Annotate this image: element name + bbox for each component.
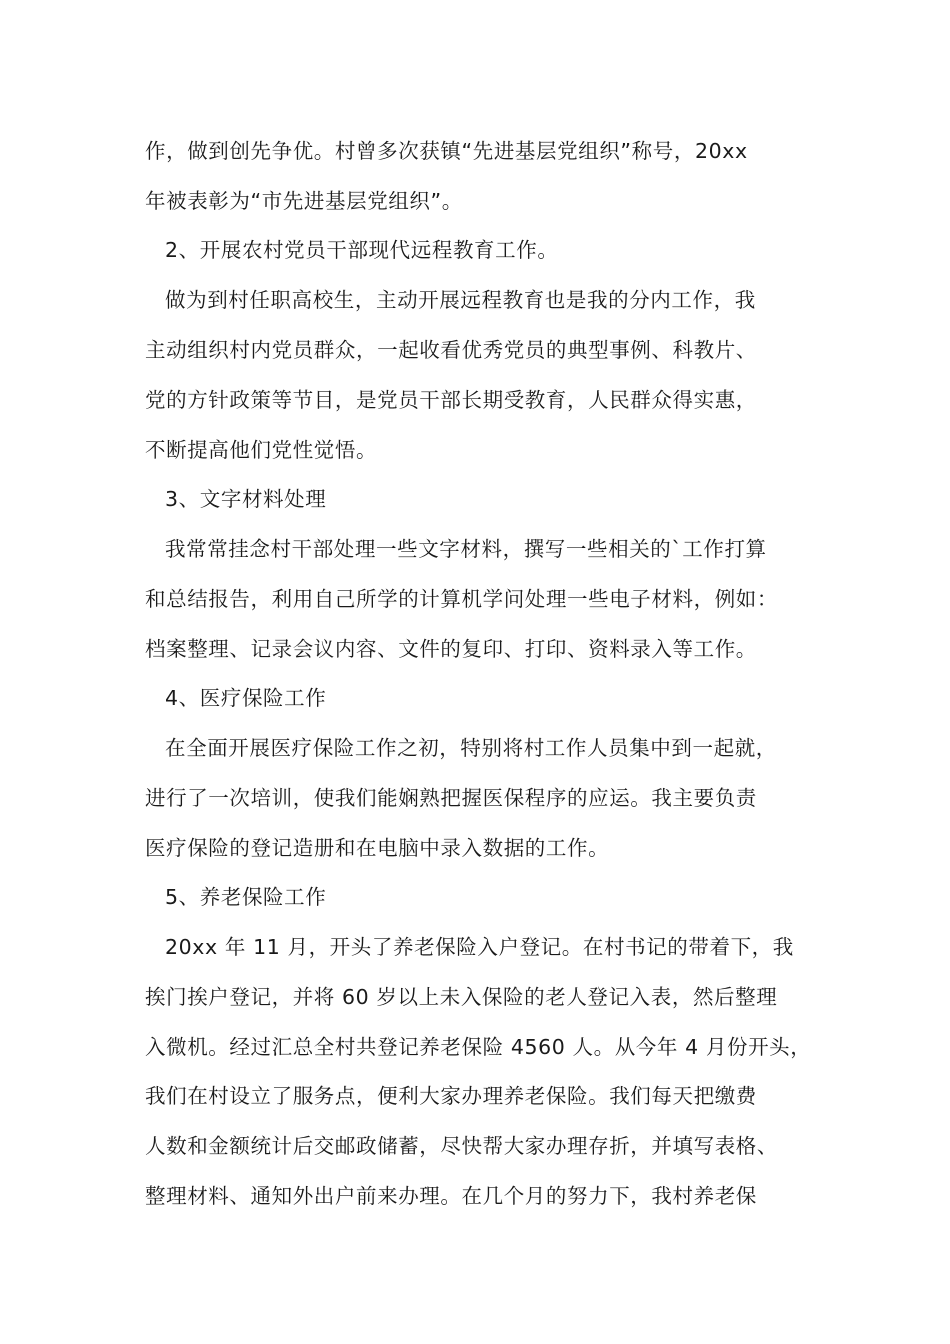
text-line: 整理材料、通知外出户前来办理。在几个月的努力下，我村养老保	[145, 1184, 757, 1208]
text-line: 党的方针政策等节目，是党员干部长期受教育，人民群众得实惠，	[145, 388, 757, 412]
text-line: 档案整理、记录会议内容、文件的复印、打印、资料录入等工作。	[145, 637, 757, 661]
text-line: 主动组织村内党员群众，一起收看优秀党员的典型事例、科教片、	[145, 338, 757, 362]
text-line: 挨门挨户登记，并将 60 岁以上未入保险的老人登记入表，然后整理	[145, 985, 778, 1009]
text-line: 我常常挂念村干部处理一些文字材料，撰写一些相关的`工作打算	[165, 537, 767, 561]
section-heading: 4、医疗保险工作	[165, 686, 327, 710]
section-heading: 3、文字材料处理	[165, 487, 327, 511]
section-heading: 5、养老保险工作	[165, 885, 327, 909]
text-line: 做为到村任职高校生，主动开展远程教育也是我的分内工作，我	[165, 288, 756, 312]
text-line: 我们在村设立了服务点，便利大家办理养老保险。我们每天把缴费	[145, 1084, 757, 1108]
text-line: 不断提高他们党性觉悟。	[145, 438, 378, 462]
text-line: 在全面开展医疗保险工作之初，特别将村工作人员集中到一起就，	[165, 736, 777, 760]
section-heading: 2、开展农村党员干部现代远程教育工作。	[165, 238, 559, 262]
text-line: 20xx 年 11 月，开头了养老保险入户登记。在村书记的带着下，我	[165, 935, 794, 959]
text-line: 进行了一次培训，使我们能娴熟把握医保程序的应运。我主要负责	[145, 786, 757, 810]
text-line: 和总结报告，利用自己所学的计算机学问处理一些电子材料，例如：	[145, 587, 778, 611]
text-line: 年被表彰为“市先进基层党组织”。	[145, 189, 463, 213]
text-line: 人数和金额统计后交邮政储蓄，尽快帮大家办理存折，并填写表格、	[145, 1134, 778, 1158]
text-line: 医疗保险的登记造册和在电脑中录入数据的工作。	[145, 836, 610, 860]
text-line: 作，做到创先争优。村曾多次获镇“先进基层党组织”称号，20xx	[145, 139, 748, 163]
text-line: 入微机。经过汇总全村共登记养老保险 4560 人。从今年 4 月份开头，	[145, 1035, 812, 1059]
